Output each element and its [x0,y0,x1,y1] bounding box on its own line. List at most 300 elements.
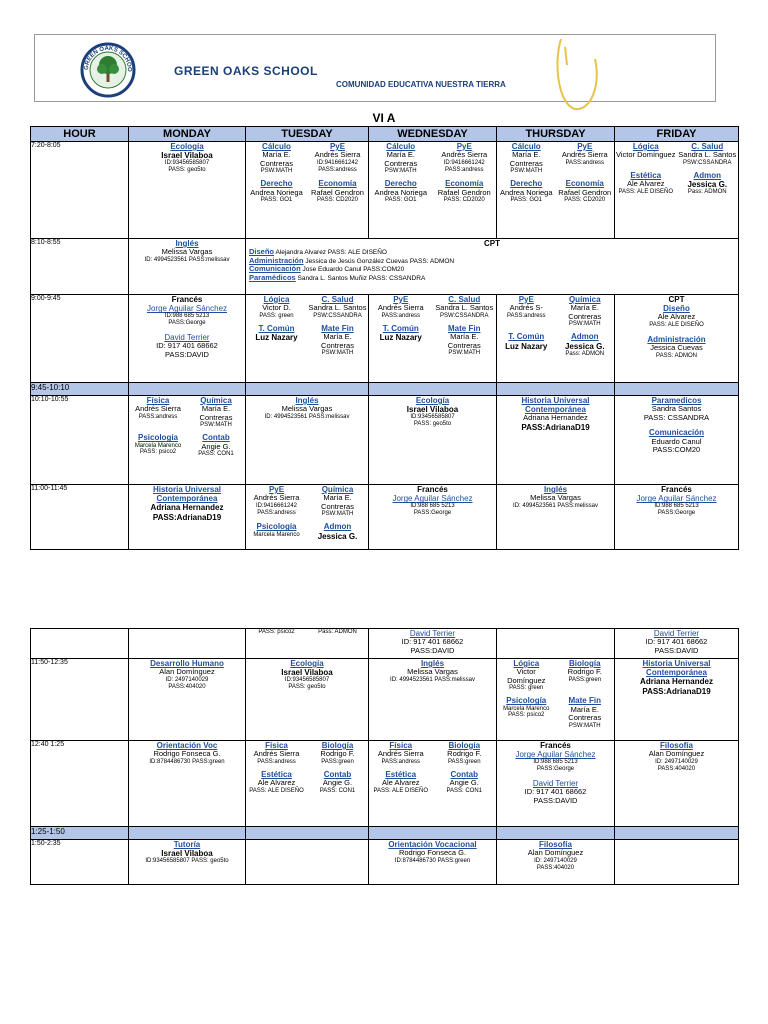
split-grid [497,659,614,730]
teacher-name: Rafael Gendron [558,187,612,197]
teacher-name: María E. Contreras [384,150,418,168]
class-cell-split [129,396,246,485]
teacher-name: María E. Contreras [199,404,233,422]
subject-link[interactable]: Cálculo [262,142,291,151]
subject-link[interactable]: Mate Fin [448,323,481,333]
meeting-pass: PASS: CON1 [319,787,356,794]
teacher-link[interactable]: Jorge Aguilar Sánchez [636,494,717,504]
subject-link[interactable]: Química [321,485,354,494]
subject-link[interactable]: Estética [385,769,417,779]
subject-link[interactable]: Historia Universal Contemporánea [521,396,590,415]
subject-link[interactable]: C. Salud [448,295,481,304]
meeting-pass: PASS:DAVID [165,349,209,359]
teacher-name: Andrés S- [509,303,543,313]
group-title: VI A [372,111,396,125]
teacher-name: Eduardo Canul [651,436,702,446]
class-cell [129,741,246,827]
schedule-table-1 [30,126,739,550]
meeting-pass: PASS: psico2 [508,712,545,719]
col-hour: HOUR [31,127,129,142]
meeting-pass: PASS: CSSANDRA [643,412,710,422]
subject-link[interactable]: Economía [318,179,357,189]
subject-link[interactable]: Química [568,295,601,304]
subject-link[interactable]: Economía [565,179,604,189]
teacher-name: Adriana Hernandez [640,677,713,687]
teacher-name: Ale Alvarez [381,777,420,787]
teacher-name: Luz Nazary [505,341,548,351]
meeting-pass: PASS: CON1 [446,787,483,794]
subject-link[interactable]: C. Salud [691,142,724,151]
meeting-id: ID: 917 401 68662 [156,341,218,351]
meeting-pass: PSW:MATH [384,168,417,175]
teacher-name: Andrés Sierra [314,150,361,160]
hour-cell: 1:50-2:35 [31,840,129,885]
teacher-name: Rafael Gendron [437,187,491,197]
subject-link[interactable]: Historia Universal Contemporánea [642,659,711,678]
subject-link[interactable]: Historia Universal Contemporánea [152,485,222,504]
subject-link[interactable]: Economía [445,179,484,189]
subject-link[interactable]: Contab [323,769,352,779]
subject-link[interactable]: Diseño [249,247,275,257]
teacher-name: Andrea Noriega [499,187,553,197]
teacher-name: María E. Contreras [260,150,293,168]
meeting-pass: PASS:404020 [536,864,575,871]
col-friday: FRIDAY [615,127,739,142]
hour-cell [31,629,129,659]
teacher-name: Marcela Marenco [253,531,300,538]
class-cell [369,840,497,885]
meeting-id: ID:988 685 5213 [654,503,699,510]
subject-link[interactable]: PyE [268,485,285,494]
cpt-detail: Jessica de Jesús González Cuevas PASS: ADMON [305,257,455,265]
table-row [31,396,739,485]
subject-link[interactable]: Desarrollo Humano [150,659,224,668]
subject-link[interactable]: Cálculo [386,142,416,151]
cpt-line [246,257,738,266]
table-row [31,741,739,827]
meeting-pass: PSW:MATH [321,511,354,518]
meeting-id: ID: 4994523561 PASS:melissav [390,676,475,683]
table-row [31,239,739,295]
meeting-pass: PASS:DAVID [533,795,578,805]
subject-link[interactable]: Ecología [170,142,204,151]
class-cell-split [246,142,369,239]
meeting-pass: PASS: ADMON [656,352,697,359]
split-grid [369,741,496,794]
meeting-pass: PASS: geo5to [288,684,326,691]
meeting-pass: PSW:MATH [510,168,543,175]
hour-cell: 1:25-1:50 [31,827,129,840]
class-cell-split [246,295,369,383]
teacher-name: Adriana Hernandez [523,413,588,423]
cpt-detail: Sandra L. Santos Muñiz PASS: CSSANDRA [297,275,426,283]
hour-cell: 10:10-10:55 [31,396,129,485]
teacher-name: Rodrigo F. [320,749,355,759]
subject-link[interactable]: Inglés [295,396,319,405]
meeting-id: ID:988 685 5213 [164,313,210,320]
teacher-name: Victor Domínguez [507,667,546,685]
subject-link[interactable]: Derecho [384,179,417,189]
meeting-pass: Pass: ADMON [687,189,727,196]
meeting-pass: PASS:andress [318,166,357,173]
meeting-id: ID:9416661242 [443,159,485,166]
split-grid [246,295,368,357]
teacher-link[interactable]: Jorge Aguilar Sánchez [146,304,228,314]
subject-link[interactable]: PyE [329,142,346,151]
class-cell [615,629,739,659]
meeting-pass: PASS:George [657,510,696,517]
class-cell-split [369,142,497,239]
class-cell [246,396,369,485]
meeting-pass: PASS:AdrianaD19 [642,686,711,696]
meeting-pass: PSW:MATH [568,321,601,328]
meeting-pass: PASS:DAVID [410,645,455,655]
meeting-id: ID:93456585807 [164,160,210,167]
class-cell [497,485,615,550]
schedule-table-2 [30,628,739,885]
meeting-pass: PASS:AdrianaD19 [152,512,222,522]
teacher-name: Alan Domínguez [527,848,584,858]
teacher-name: Jessica Cuevas [650,343,703,353]
teacher-name: Andrés Sierra [377,303,424,313]
subject-link[interactable]: Estética [630,170,662,180]
table-row [31,485,739,550]
teacher-name: Victor Domínguez [616,150,676,160]
meeting-pass: PASS: CD2020 [564,197,606,204]
meeting-id: ID: 4994523561 PASS:melissav [264,413,350,420]
table-row [31,295,739,383]
break-row [31,827,739,840]
subject-link[interactable]: Filosofía [539,840,572,849]
meeting-pass: PSW:MATH [200,422,232,429]
school-logo [80,42,136,98]
subject-link[interactable]: Diseño [663,304,690,314]
col-wednesday: WEDNESDAY [369,127,497,142]
meeting-id: ID:93456585807 [284,677,330,684]
teacher-name: Melissa Vargas [407,667,458,677]
subject-link[interactable]: Estética [261,769,292,779]
subject-link[interactable]: PyE [518,295,534,304]
subject-link[interactable]: Ecología [415,396,450,405]
hour-cell: 12:40 1:25 [31,741,129,827]
meeting-id: ID: 2497140029 [655,758,698,765]
header-row [31,127,739,142]
meeting-pass: PSW:CSSANDRA [682,159,732,166]
meeting-pass: PASS:AdrianaD19 [521,423,590,432]
teacher-name: Melissa Vargas [530,493,581,503]
break-row [31,383,739,396]
teacher-name: Melissa Vargas [161,247,213,257]
teacher-name: Andrés Sierra [253,749,300,759]
subject-link[interactable]: Admon [570,332,599,342]
subject-link[interactable]: Administración [249,255,304,265]
meeting-pass: PSW:MATH [448,350,481,357]
teacher-name: Israel Vilaboa [161,151,213,161]
subject-link[interactable]: Derecho [510,179,543,189]
subject-link[interactable]: Psicología [256,522,297,532]
meeting-pass: PASS:andress [381,312,421,319]
meeting-pass: PASS:andress [257,758,296,765]
hour-cell: 11:00-11:45 [31,485,129,550]
teacher-name: Andrés Sierra [135,404,181,414]
table-row [31,659,739,741]
meeting-id: ID:93456585807 PASS: geo5to [145,858,229,865]
subject-link[interactable]: Administración [647,334,706,344]
subject-link[interactable]: Orientación Vocacional [388,840,477,849]
class-cell-split [615,142,739,239]
meeting-pass: PASS:George [413,510,452,517]
teacher-name: Jessica G. [564,341,605,351]
meeting-id: ID:988 685 5213 [533,759,578,766]
meeting-id: ID: 917 401 68662 [524,787,587,797]
meeting-id: ID: 2497140029 [534,857,577,864]
subject-link[interactable]: PyE [577,142,593,151]
teacher-name: Marcela Marenco [134,442,182,449]
meeting-pass: PASS: CON1 [198,451,234,458]
subject-link[interactable]: Biología [321,741,354,750]
subject-link[interactable]: Lógica [513,659,540,668]
subject-link[interactable]: Contab [450,769,479,779]
teacher-link[interactable]: David Terrier [653,629,700,638]
community-name: COMUNIDAD EDUCATIVA NUESTRA TIERRA [336,80,506,89]
meeting-id: ID: 917 401 68662 [645,637,708,647]
meeting-id: ID:8784486730 PASS:green [394,857,471,864]
class-cell [497,741,615,827]
meeting-pass: PASS:green [321,758,354,765]
meeting-pass: PASS: ALE DISEÑO [373,787,429,794]
cpt-line [246,274,738,283]
teacher-name: Alan Domínguez [159,667,215,677]
subject-link[interactable]: Lógica [263,295,290,304]
teacher-name: Israel Vilaboa [161,849,213,859]
meeting-pass: PASS: ALE DISEÑO [249,787,304,794]
teacher-name: María E. Contreras [321,331,354,350]
teacher-name: María E. Contreras [321,493,354,511]
class-cell [369,396,497,485]
teacher-name: Ale Alvarez [257,777,296,787]
split-grid [246,142,368,204]
meeting-id: ID: 2497140029 [165,676,209,683]
cpt-line [246,265,738,274]
subject-link[interactable]: Paramedicos [651,396,702,405]
subject-link[interactable]: Química [200,396,232,405]
meeting-pass: PASS: GO1 [260,197,293,204]
teacher-name: Alan Domínguez [648,749,705,759]
class-cell-split [246,485,369,550]
subject-link[interactable]: T. Común [382,323,419,333]
table-row [31,840,739,885]
subject-link[interactable]: Biología [448,741,481,750]
teacher-link[interactable]: David Terrier [409,629,456,638]
teacher-name: Andrea Noriega [250,187,303,197]
subject-link[interactable]: T. Común [508,332,545,342]
meeting-pass: PSW:MATH [568,722,601,729]
meeting-id: ID: 4994523561 PASS:melissav [144,256,230,263]
meeting-pass: PASS: psico2 [139,449,177,456]
subject-link[interactable]: Admon [323,522,352,532]
meeting-id: ID:93456585807 [410,414,455,421]
subject-link[interactable]: Contab [202,433,230,443]
subject-link[interactable]: Comunicación [648,428,705,438]
meeting-pass: PASS: ALE DISEÑO [618,188,674,195]
teacher-link[interactable]: Jorge Aguilar Sánchez [392,494,473,504]
cpt-title: CPT [484,239,500,248]
subject-link[interactable]: Física [389,741,413,750]
subject-name: Francés [417,485,448,494]
split-grid [246,629,368,636]
meeting-id: ID:9416661242 [255,502,298,509]
split-grid [369,142,496,204]
split-grid [246,741,368,794]
class-cell [615,659,739,741]
meeting-pass: PASS:George [168,320,206,327]
subject-link[interactable]: Mate Fin [568,696,601,706]
cpt-title: CPT [668,295,685,304]
cpt-detail: Jose Eduardo Canul PASS:COM20 [302,266,405,274]
subject-link[interactable]: T. Común [258,323,295,333]
teacher-name: Jessica G. [687,179,728,189]
hour-cell: 7:20-8:05 [31,142,129,239]
subject-link[interactable]: Mate Fin [321,323,354,333]
teacher-name: Rodrigo Fonseca G. [398,848,467,858]
subject-link[interactable]: Comunicación [249,264,301,274]
subject-link[interactable]: PyE [393,295,409,304]
meeting-id: ID: 4994523561 PASS:melissav [513,502,598,509]
hour-cell: 9:45-10:10 [31,383,129,396]
subject-link[interactable]: Lógica [632,142,659,151]
meeting-pass: PASS: green [259,312,294,319]
teacher-name: Andrea Noriega [374,187,428,197]
meeting-pass: PASS:DAVID [654,645,699,655]
teacher-link[interactable]: Jorge Aguilar Sánchez [515,750,596,760]
subject-link[interactable]: Física [265,741,288,750]
subject-link[interactable]: Biología [568,659,601,668]
subject-link[interactable]: PyE [456,142,472,151]
class-cell-split [369,741,497,827]
meeting-pass: PASS: CD2020 [443,197,485,204]
teacher-name: Sandra L. Santos [678,150,737,160]
class-cell-split [246,741,369,827]
teacher-name: Israel Vilaboa [281,668,333,678]
meeting-pass: PASS:COM20 [652,445,701,455]
subject-link[interactable]: Inglés [175,239,199,248]
subject-link[interactable]: Psicología [506,696,547,706]
subject-link[interactable]: Física [146,396,170,405]
meeting-pass: PASS:404020 [168,683,206,690]
meeting-pass: PASS: GO1 [384,197,417,204]
teacher-link[interactable]: David Terrier [532,779,579,789]
col-tuesday: TUESDAY [246,127,369,142]
hour-cell: 8:10-8:55 [31,239,129,295]
meeting-id: ID:9416661242 [316,159,359,166]
teacher-name: Andrés Sierra [561,150,608,160]
teacher-name: Marcela Marenco [503,705,550,712]
class-cell [369,629,497,659]
teacher-name: María E. Contreras [568,303,602,321]
class-cell-split [497,142,615,239]
split-grid [497,142,614,204]
table-row [31,142,739,239]
subject-link[interactable]: Paramédicos [249,273,296,283]
class-cell [129,239,246,295]
subject-link[interactable]: Orientación Voc [156,741,218,750]
meeting-pass: PASS: psico2 [258,629,295,635]
meeting-pass: PASS:andress [565,159,605,166]
class-cell [129,142,246,239]
meeting-pass: PASS:404020 [657,765,696,772]
subject-link[interactable]: Inglés [420,659,445,668]
teacher-name: Melissa Vargas [281,404,333,414]
class-cell [615,485,739,550]
table-row [31,629,739,659]
class-cell [615,295,739,383]
class-cell [497,840,615,885]
subject-link[interactable]: C. Salud [321,295,354,304]
subject-link[interactable]: Cálculo [511,142,541,151]
meeting-id: ID: 917 401 68662 [401,637,464,647]
hour-cell: 9:00-9:45 [31,295,129,383]
teacher-name: Andrés Sierra [441,150,488,160]
teacher-name: Victor D. [262,303,291,313]
subject-link[interactable]: Ecología [290,659,324,668]
split-grid [129,396,245,458]
teacher-name: Luz Nazary [255,332,298,342]
class-cell [129,485,246,550]
meeting-pass: PASS:green [568,676,602,683]
meeting-pass: PSW:MATH [321,350,354,357]
header-box [34,34,716,102]
class-cell [615,396,739,485]
meeting-pass: PSW:MATH [260,168,293,175]
subject-link[interactable]: Derecho [260,179,293,189]
teacher-name: Ale Alvarez [626,178,665,188]
meeting-pass: PASS:George [536,766,575,773]
split-grid [615,142,738,196]
subject-link[interactable]: Psicología [137,433,178,443]
teacher-name: María E. Contreras [447,331,481,350]
subject-link[interactable]: Inglés [543,485,568,494]
teacher-name: Rodrigo Fonseca G. [153,749,221,759]
cpt-line [246,248,738,257]
cpt-detail: Alejandra Alvarez PASS: ALE DISEÑO [275,249,387,257]
class-cell [615,741,739,827]
teacher-name: Angie G. [449,777,479,787]
split-grid [369,295,496,357]
class-cell [369,485,497,550]
class-cell [129,659,246,741]
teacher-name: Adriana Hernandez [150,503,224,513]
teacher-link[interactable]: David Terrier [164,333,210,343]
subject-link[interactable]: Tutoría [173,840,201,849]
meeting-pass: PSW:CSSANDRA [439,312,489,319]
teacher-name: Sandra L. Santos [435,303,494,313]
hour-cell: 11:50-12:35 [31,659,129,741]
meeting-pass: Pass: ADMON [565,350,605,357]
col-monday: MONDAY [129,127,246,142]
class-cell-split [497,659,615,741]
split-grid [497,295,614,358]
meeting-pass: PASS:andress [257,509,296,516]
teacher-name: Sandra Santos [651,404,702,414]
subject-link[interactable]: Admon [693,170,722,180]
subject-link[interactable]: Filosofía [660,741,693,750]
meeting-id: ID:8784486730 PASS:green [149,758,225,765]
teacher-name: Israel Vilaboa [406,405,459,415]
logo-text: GREEN OAKS SCHOO [83,45,133,72]
class-cell [497,396,615,485]
school-name: GREEN OAKS SCHOOL [174,64,318,78]
teacher-name: Rodrigo F. [567,667,602,677]
